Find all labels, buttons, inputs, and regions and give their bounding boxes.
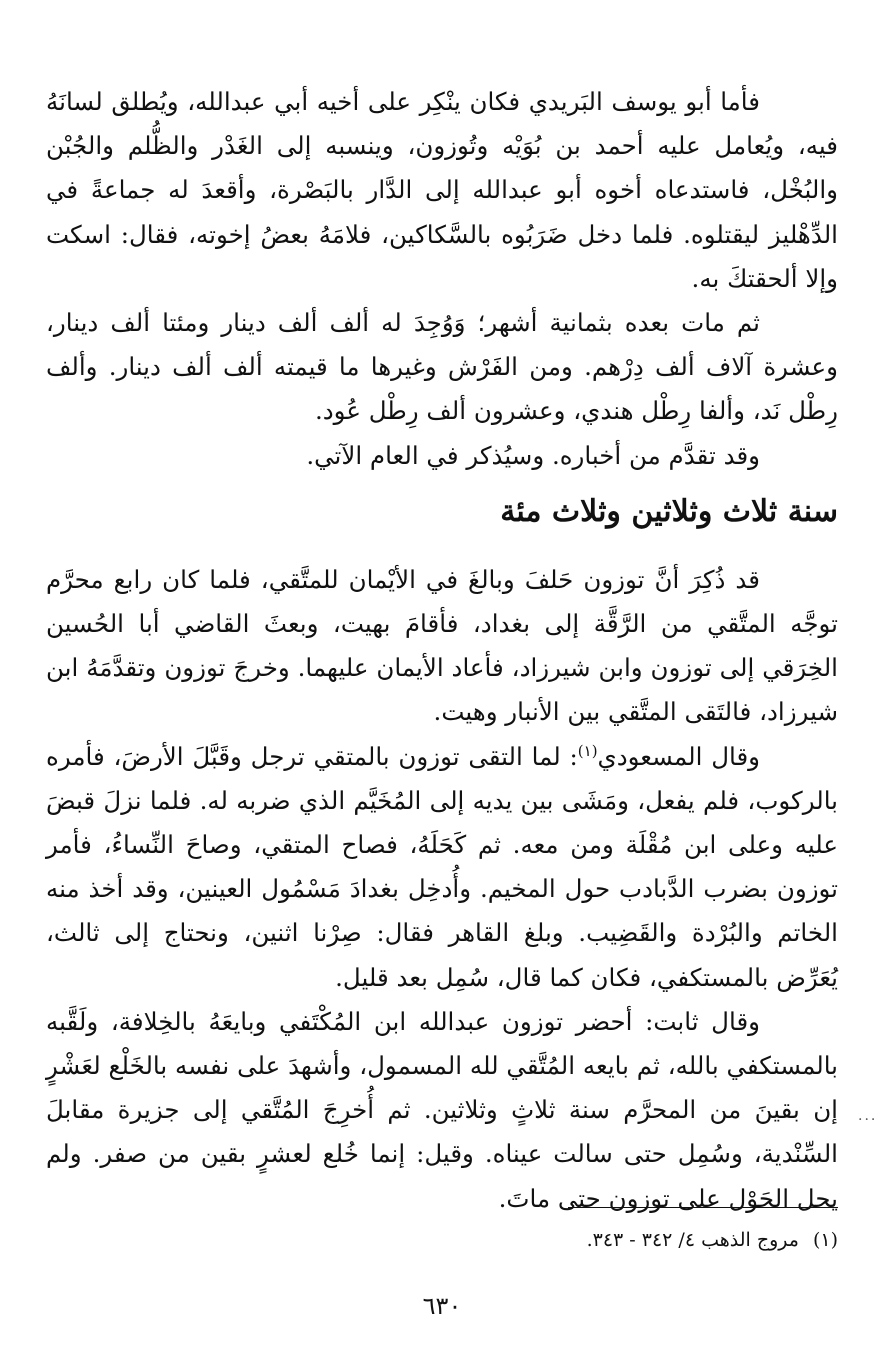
page-number: ٦٣٠: [422, 1292, 462, 1320]
footnote: [46, 1225, 838, 1255]
footnote-separator: [568, 1207, 838, 1208]
paragraph-1: فأما أبو يوسف البَريدي فكان ينْكِر على أخيه أبي عبدالله، ويُطلق لسانَهُ فيه، ويُعامل عليه أحمد بن بُوَيْه وتُوزون، وينسبه إلى الغَدْر والظُّلم والجُبْن والبُخْل، فاستدعاه أخوه أبو عبدالله إلى الدَّار بالبَصْرة، وأقعدَ له جماعةً في الدِّهْليز ليقتلوه. فلما دخل ضَرَبُوه بالسَّكاكين، فلامَهُ بعضُ إخوته، فقال: اسكت وإلا ألحقتكَ به.: [46, 87, 838, 293]
paragraph-2: ثم مات بعده بثمانية أشهر؛ وَوُجِدَ له ألف ألف دينار ومئتا ألف دينار، وعشرة آلاف ألف دِرْهم. ومن الفَرْش وغيرها ما قيمته ألف ألف دينار. وألف رِطْل نَد، وألفا رِطْل هندي، وعشرون ألف رِطْل عُود.: [46, 308, 838, 426]
paragraph-6: وقال ثابت: أحضر توزون عبدالله ابن المُكْتَفي وبايعَهُ بالخِلافة، ولَقَّبه بالمستكفي بالله، ثم بايعه المُتَّقي لله المسمول، وأشهدَ على نفسه بالخَلْع لعَشْرٍ إن بقينَ من المحرَّم سنة ثلاثٍ وثلاثين. ثم أُخرِجَ المُتَّقي إلى جزيرة مقابلَ السِّنْدية، وسُمِل حتى سالت عيناه. وقيل: إنما خُلع لعشرٍ بقين من صفر. ولم يحل الحَوْل على توزون حتى ماتَ.: [46, 1006, 838, 1213]
section-heading: سنة ثلاث وثلاثين وثلاث مئة: [500, 493, 838, 529]
margin-mark: ...: [858, 1108, 878, 1124]
paragraph-5: [46, 735, 838, 1000]
paragraph-4: قد ذُكِرَ أنَّ توزون حَلفَ وبالغَ في الأيْمان للمتَّقي، فلما كان رابع محرَّم توجَّه المتَّقي من الرَّقَّة إلى بغداد، فأقامَ بهيت، وبعثَ القاضي أبا الحُسين الخِرَقي إلى توزون وابن شيرزاد، فأعاد الأيمان عليهما. وخرجَ توزون وتقدَّمَهُ ابن شيرزاد، فالتَقى المتَّقي بين الأنبار وهيت.: [46, 564, 838, 727]
paragraph-3: وقد تقدَّم من أخباره. وسيُذكر في العام الآتي.: [306, 440, 760, 470]
footnote-reference[interactable]: (١): [577, 741, 598, 760]
footnote-mark: (١): [812, 1229, 838, 1251]
footnote-text: مروج الذهب ٤/ ٣٤٢ - ٣٤٣.: [586, 1229, 799, 1251]
book-page: [46, 80, 838, 1340]
paragraph-5-body: : لما التقى توزون بالمتقي ترجل وقَبَّلَ الأرضَ، فأمره بالركوب، فلم يفعل، ومَشَى بين يديه إلى المُخَيَّم الذي ضربه له. فلما نزلَ قبضَ عليه وعلى ابن مُقْلَة ومن معه. ثم كَحَلَهُ، فصاح المتقي، وصاحَ النِّساءُ، فأمر توزون بضرب الدَّبادب حول المخيم. وأُدخِل بغدادَ مَسْمُول العينين، وقد أخذ منه الخاتم والبُرْدة والقَضِيب. وبلغ القاهر فقال: صِرْنا اثنين، ونحتاج إلى ثالث، يُعَرِّض بالمستكفي، فكان كما قال، سُمِل بعد قليل.: [46, 741, 838, 992]
paragraph-5-intro: وقال المسعودي: [597, 741, 761, 771]
